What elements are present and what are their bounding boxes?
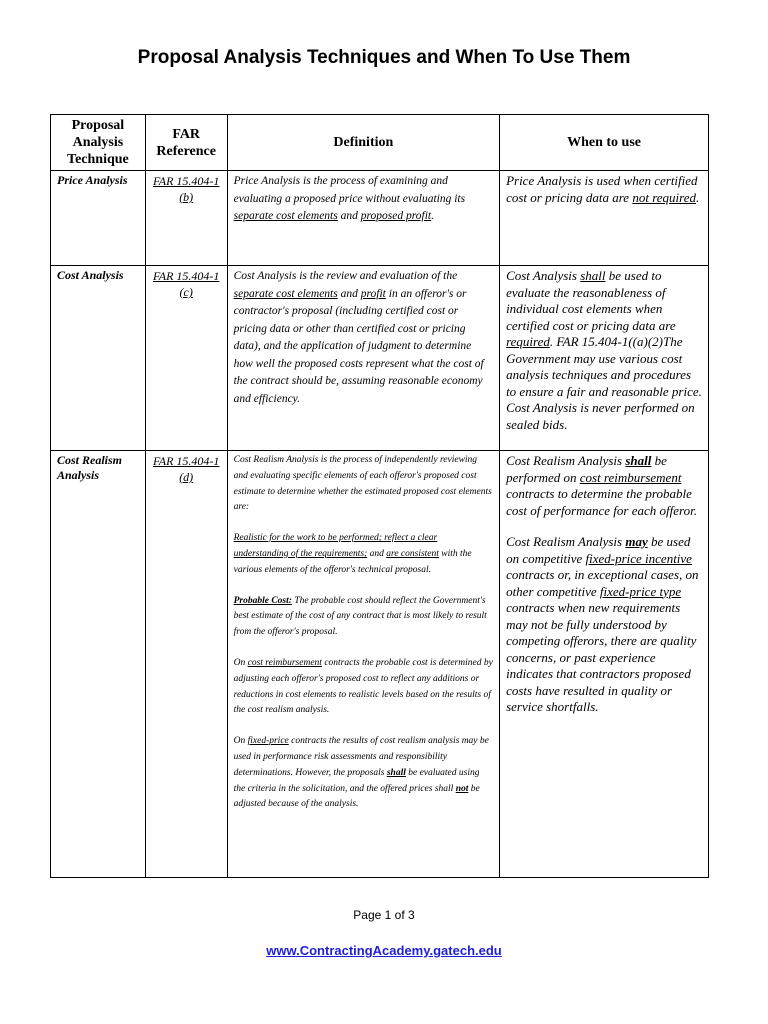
technique-cell: Cost Realism Analysis bbox=[51, 451, 146, 878]
definition-paragraph bbox=[234, 734, 493, 813]
definition-paragraph: Cost Realism Analysis is the process of independently reviewing and evaluating specific elements of each offeror's proposed cost estimate to determine whether the estimated proposed cost elements are: bbox=[233, 455, 492, 513]
use-text: Cost Realism Analysis bbox=[506, 453, 626, 468]
definition-cell bbox=[227, 266, 499, 451]
use-text: contracts when new requirements may not be fully understood by competing offerors, there are quality concerns, or past experience indicates that contractors proposed costs have resulted in quality or service shortfalls. bbox=[506, 600, 697, 714]
definition-text: On bbox=[233, 736, 248, 747]
definition-text: fixed-price bbox=[247, 736, 289, 747]
definition-text: contracts the probable cost is determined by adjusting each offeror's proposed cost to reflect any additions or reductions in cost elements to realistic levels based on the results of the cost realism analysis. bbox=[233, 657, 493, 716]
use-text: not required bbox=[632, 189, 696, 205]
technique-cell: Cost Analysis bbox=[51, 266, 146, 451]
definition-text: contracts the results of cost realism analysis may be used in performance risk assessments and responsibility determinations. However, the proposals bbox=[233, 736, 489, 778]
use-text: Cost Realism Analysis bbox=[506, 534, 626, 549]
definition-text: On bbox=[233, 657, 248, 668]
definition-text: cost reimbursement bbox=[247, 657, 322, 668]
use-text: shall bbox=[625, 453, 652, 468]
use-text: may bbox=[625, 534, 648, 549]
use-paragraph bbox=[506, 453, 702, 519]
header-technique: Proposal Analysis Technique bbox=[51, 115, 146, 171]
when-to-use-cell bbox=[500, 171, 709, 266]
far-reference-link[interactable]: FAR 15.404-1 (b) bbox=[145, 171, 227, 266]
use-text: Price Analysis is used when certified cost or pricing data are bbox=[506, 173, 698, 205]
table-row bbox=[51, 451, 709, 878]
definition-text: with the various elements of the offeror's technical proposal. bbox=[233, 548, 472, 575]
definition-cell bbox=[227, 171, 499, 266]
definition-text: be adjusted because of the analysis. bbox=[233, 783, 480, 810]
header-definition: Definition bbox=[227, 115, 499, 171]
use-text: required bbox=[506, 334, 550, 349]
technique-cell: Price Analysis bbox=[51, 171, 146, 266]
website-link[interactable]: www.ContractingAcademy.gatech.edu bbox=[266, 943, 502, 958]
far-reference-link[interactable]: FAR 15.404-1 (c) bbox=[145, 266, 227, 451]
definition-text: . bbox=[431, 210, 434, 222]
definition-text: proposed profit bbox=[360, 210, 432, 222]
table-row bbox=[51, 171, 709, 266]
definition-paragraph bbox=[234, 594, 493, 641]
use-text: . bbox=[696, 189, 700, 205]
definition-text: profit bbox=[360, 287, 386, 300]
definition-paragraph bbox=[234, 656, 493, 719]
definition-text: in an offeror's or contractor's proposal (including certified cost or pricing data or other than certified cost or pricing data), and the application of judgment to determine how well the proposed costs represent what the cost of the contract should be, assuming reasonable economy and efficiency. bbox=[233, 287, 484, 405]
use-text: contracts to determine the probable cost of performance for each offeror. bbox=[506, 486, 697, 518]
when-to-use-cell bbox=[500, 266, 709, 451]
definition-text: not bbox=[455, 783, 469, 794]
definition-text: and bbox=[337, 287, 361, 300]
page-title: Proposal Analysis Techniques and When To Use Them bbox=[137, 47, 631, 68]
definition-text: shall bbox=[386, 767, 406, 778]
definition-text: Realistic for the work to be performed; reflect a clear understanding of the requirements; bbox=[233, 533, 438, 559]
header-when-to-use: When to use bbox=[500, 115, 709, 171]
page-number: Page 1 of 3 bbox=[353, 908, 415, 922]
techniques-table bbox=[50, 114, 709, 878]
far-reference-link[interactable]: FAR 15.404-1 (d) bbox=[145, 451, 227, 878]
table-header-row bbox=[51, 115, 709, 171]
definition-text: Probable Cost: bbox=[233, 595, 292, 606]
when-to-use-cell bbox=[500, 451, 709, 878]
definition-text: Price Analysis is the process of examining and evaluating a proposed price without evaluating its bbox=[233, 175, 466, 205]
definition-text: separate cost elements bbox=[233, 287, 338, 300]
use-text: . FAR 15.404-1((a)(2)The Government may use various cost analysis techniques and procedures to ensure a fair and reasonable price. Cost Analysis is never performed on sealed bids. bbox=[506, 334, 702, 432]
definition-text: Cost Analysis is the review and evaluation of the bbox=[233, 270, 458, 282]
use-paragraph bbox=[506, 534, 702, 716]
definition-text: are consistent bbox=[386, 548, 439, 559]
use-text: fixed-price incentive bbox=[585, 550, 692, 566]
definition-text: and bbox=[367, 548, 387, 559]
use-text: be performed on bbox=[506, 453, 667, 485]
definition-cell bbox=[227, 451, 499, 878]
definition-text: separate cost elements bbox=[233, 210, 338, 222]
header-far-reference: FAR Reference bbox=[145, 115, 227, 171]
use-text: Cost Analysis bbox=[506, 268, 581, 283]
use-text: be used on competitive bbox=[506, 534, 691, 566]
use-text: be used to evaluate the reasonableness of individual cost elements when certified cost or pricing data are bbox=[506, 268, 676, 333]
use-text: cost reimbursement bbox=[579, 469, 682, 485]
definition-paragraph bbox=[234, 531, 493, 578]
definition-text: be evaluated using the criteria in the solicitation, and the offered prices shall bbox=[233, 767, 480, 794]
use-text: fixed-price type bbox=[599, 583, 682, 599]
use-text: shall bbox=[580, 268, 606, 283]
definition-text: The probable cost should reflect the Government's best estimate of the cost of any contract that is most likely to result from the offeror's proposal. bbox=[233, 595, 487, 638]
table-row bbox=[51, 266, 709, 451]
use-text: contracts or, in exceptional cases, on other competitive bbox=[506, 567, 699, 599]
definition-text: and bbox=[337, 210, 361, 222]
